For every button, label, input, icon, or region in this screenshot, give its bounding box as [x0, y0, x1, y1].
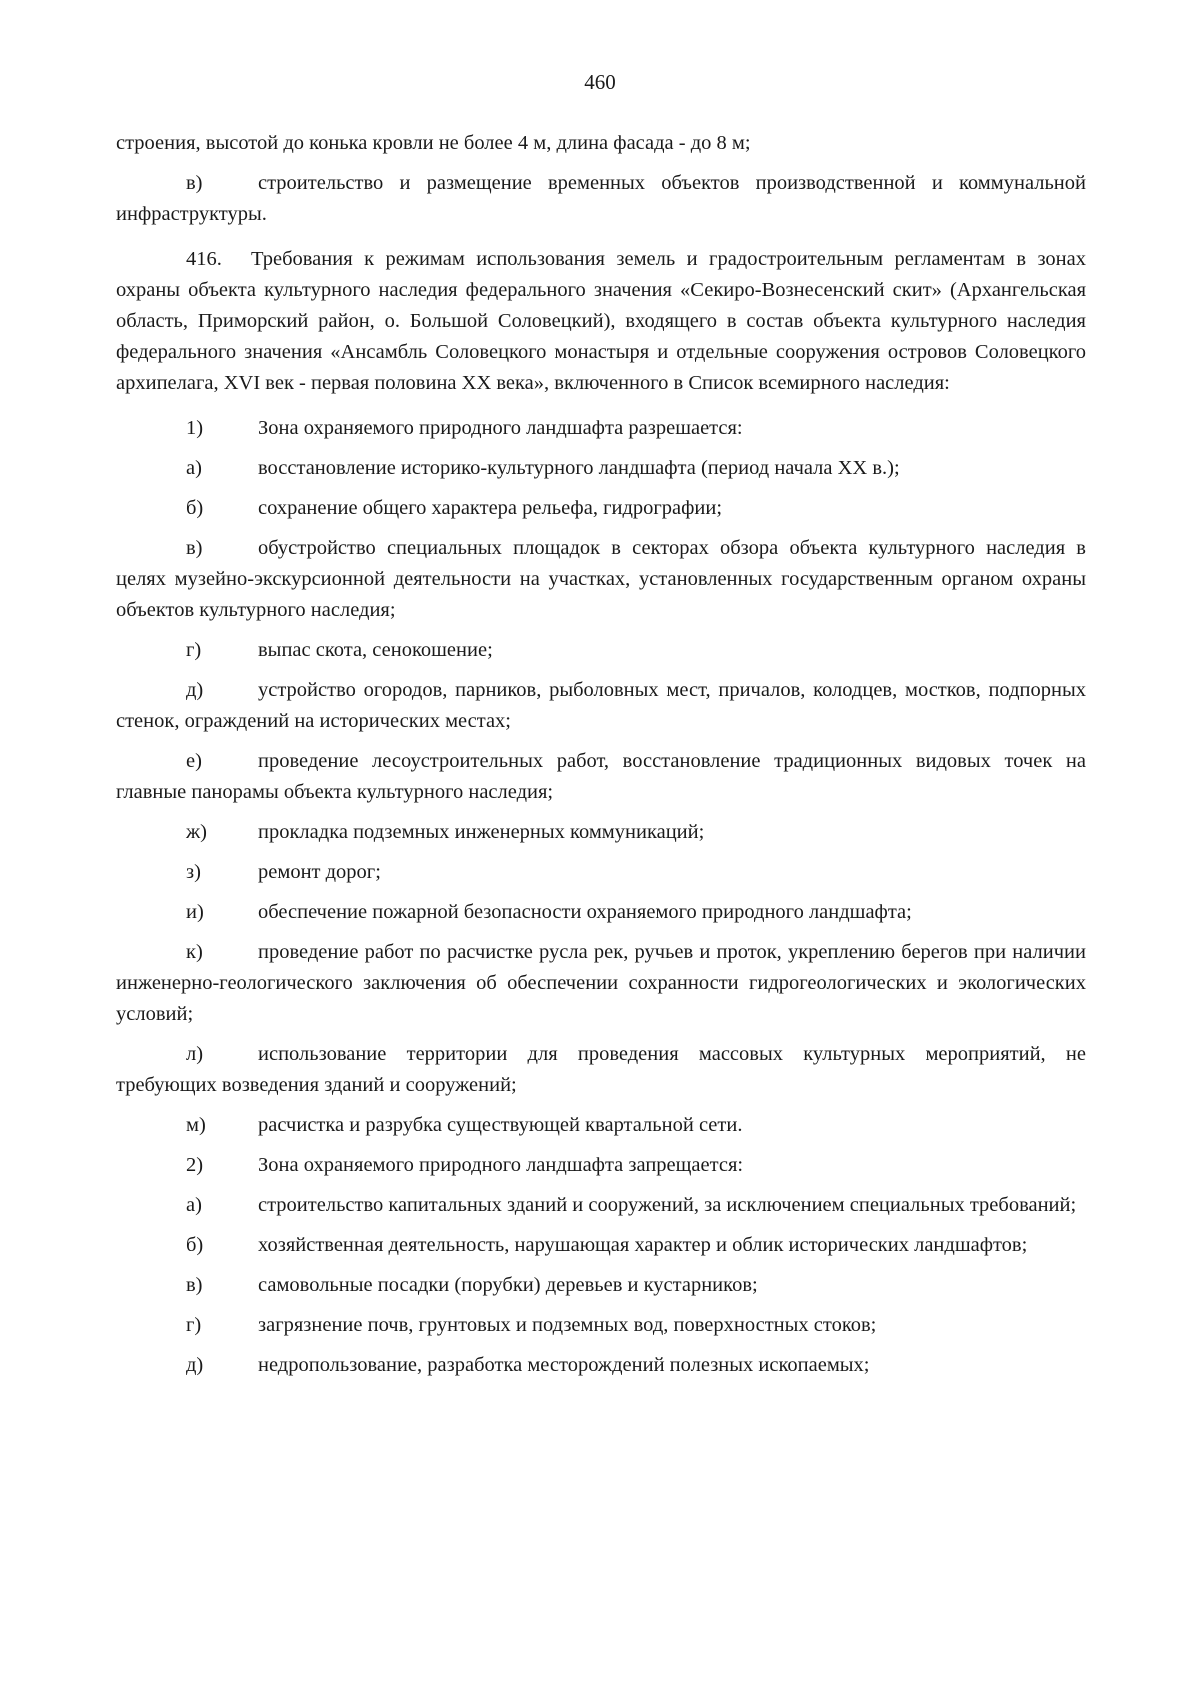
list-label: а) [186, 1194, 202, 1216]
list-label: д) [186, 1354, 204, 1376]
list-item [116, 1270, 1086, 1301]
list-label: з) [186, 861, 201, 883]
list-item [116, 675, 1086, 737]
paragraph-text: использование территории для проведения массовых культурных мероприятий, не требующих возведения зданий и сооружений; [116, 1043, 1086, 1096]
list-item [116, 1039, 1086, 1101]
list-label: л) [186, 1043, 204, 1065]
list-label: а) [186, 457, 202, 479]
paragraph-text: проведение лесоустроительных работ, восстановление традиционных видовых точек на главные панорамы объекта культурного наследия; [116, 750, 1086, 803]
list-item [116, 168, 1086, 230]
list-item [116, 493, 1086, 524]
list-label: г) [186, 639, 202, 661]
list-item [116, 1150, 1086, 1181]
paragraph-continuation [116, 128, 1086, 159]
paragraph-text: строения, высотой до конька кровли не более 4 м, длина фасада - до 8 м; [116, 132, 751, 154]
list-label: е) [186, 750, 202, 772]
paragraph-text: загрязнение почв, грунтовых и подземных вод, поверхностных стоков; [258, 1314, 877, 1336]
list-item [116, 413, 1086, 444]
section-paragraph [116, 244, 1086, 399]
list-label: 1) [186, 417, 204, 439]
list-label: к) [186, 941, 203, 963]
paragraph-text: ремонт дорог; [258, 861, 381, 883]
list-label: 2) [186, 1154, 204, 1176]
paragraph-text: недропользование, разработка месторождений полезных ископаемых; [258, 1354, 870, 1376]
list-item [116, 1350, 1086, 1381]
paragraph-text: восстановление историко-культурного ландшафта (период начала XX в.); [258, 457, 900, 479]
list-item [116, 1110, 1086, 1141]
list-label: м) [186, 1114, 206, 1136]
list-item [116, 533, 1086, 626]
paragraph-text: Зона охраняемого природного ландшафта разрешается: [258, 417, 743, 439]
list-item [116, 1190, 1086, 1221]
list-item [116, 746, 1086, 808]
list-label: б) [186, 497, 204, 519]
paragraph-text: проведение работ по расчистке русла рек, ручьев и проток, укреплению берегов при наличии инженерно-геологического заключения об обеспечении сохранности гидрогеологических и экологических условий; [116, 941, 1086, 1025]
list-item [116, 453, 1086, 484]
list-item [116, 897, 1086, 928]
paragraph-text: строительство капитальных зданий и сооружений, за исключением специальных требований; [258, 1194, 1077, 1216]
list-label: д) [186, 679, 204, 701]
list-label: в) [186, 537, 203, 559]
section-number: 416. [186, 248, 222, 270]
paragraph-text: обустройство специальных площадок в секторах обзора объекта культурного наследия в целях музейно-экскурсионной деятельности на участках, установленных государственным органом охраны объектов культурного наследия; [116, 537, 1086, 621]
paragraph-text: устройство огородов, парников, рыболовных мест, причалов, колодцев, мостков, подпорных стенок, ограждений на исторических местах; [116, 679, 1086, 732]
paragraph-text: обеспечение пожарной безопасности охраняемого природного ландшафта; [258, 901, 912, 923]
list-label: ж) [186, 821, 207, 843]
list-item [116, 857, 1086, 888]
paragraph-text: расчистка и разрубка существующей квартальной сети. [258, 1114, 743, 1136]
paragraph-text: Требования к режимам использования земель и градостроительным регламентам в зонах охраны объекта культурного наследия федерального значения «Секиро-Вознесенский скит» (Архангельская область, Приморский район, о. Большой Соловецкий), входящего в состав объекта культурного наследия федерального значения «Ансамбль Соловецкого монастыря и отдельные сооружения островов Соловецкого архипелага, XVI век - первая половина XX века», включенного в Список всемирного наследия: [116, 248, 1086, 394]
page-number: 460 [584, 70, 616, 94]
list-label: г) [186, 1314, 202, 1336]
paragraph-text: Зона охраняемого природного ландшафта запрещается: [258, 1154, 744, 1176]
list-item [116, 635, 1086, 666]
list-item [116, 1310, 1086, 1341]
list-label: в) [186, 172, 203, 194]
paragraph-text: хозяйственная деятельность, нарушающая характер и облик исторических ландшафтов; [258, 1234, 1028, 1256]
list-label: в) [186, 1274, 203, 1296]
paragraph-text: выпас скота, сенокошение; [258, 639, 493, 661]
document-body [116, 128, 1086, 1381]
paragraph-text: самовольные посадки (порубки) деревьев и кустарников; [258, 1274, 758, 1296]
list-label: и) [186, 901, 204, 923]
list-item [116, 937, 1086, 1030]
list-item [116, 817, 1086, 848]
paragraph-text: сохранение общего характера рельефа, гидрографии; [258, 497, 723, 519]
paragraph-text: строительство и размещение временных объектов производственной и коммунальной инфраструктуры. [116, 172, 1086, 225]
paragraph-text: прокладка подземных инженерных коммуникаций; [258, 821, 705, 843]
list-label: б) [186, 1234, 204, 1256]
list-item [116, 1230, 1086, 1261]
